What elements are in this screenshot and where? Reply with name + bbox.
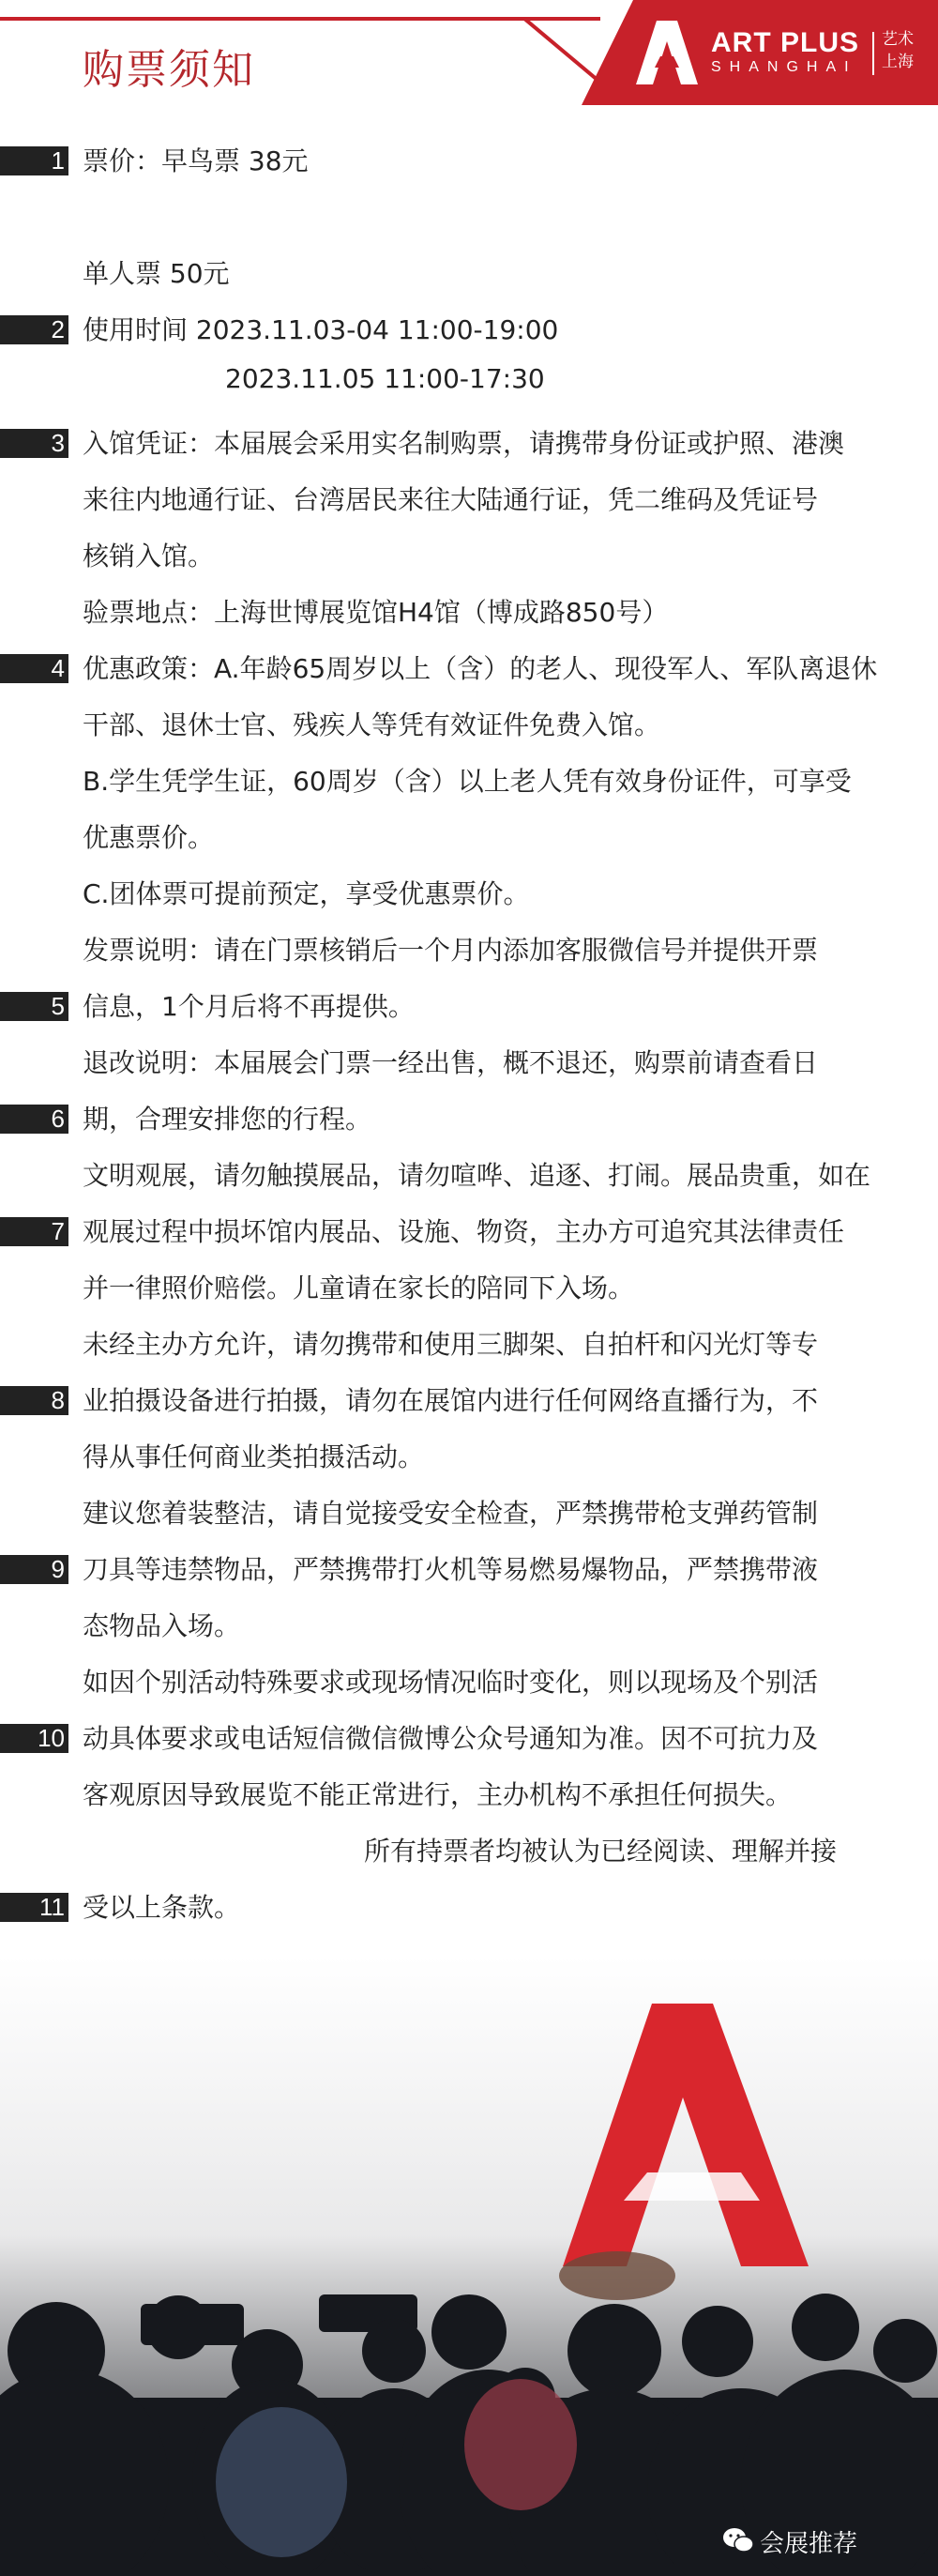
item-line: 验票地点：上海世博展览馆H4馆（博成路850号） bbox=[83, 597, 669, 628]
item-line: 发票说明：请在门票核销后一个月内添加客服微信号并提供开票 bbox=[83, 935, 819, 966]
item-line: 来往内地通行证、台湾居民来往大陆通行证，凭二维码及凭证号 bbox=[83, 484, 819, 515]
item-number: 9 bbox=[0, 1555, 68, 1584]
event-photo bbox=[0, 1957, 938, 2576]
item-line: 2023.11.05 11:00-17:30 bbox=[225, 363, 545, 394]
item-number: 4 bbox=[0, 654, 68, 683]
item-line: 文明观展，请勿触摸展品，请勿喧哗、追逐、打闹。展品贵重，如在 bbox=[83, 1160, 871, 1191]
item-line: 未经主办方允许，请勿携带和使用三脚架、自拍杆和闪光灯等专 bbox=[83, 1329, 819, 1360]
item-line: 客观原因导致展览不能正常进行，主办机构不承担任何损失。 bbox=[83, 1779, 793, 1810]
item-number: 1 bbox=[0, 146, 68, 175]
logo-main-text: ART PLUS bbox=[711, 27, 859, 58]
art-plus-logo-icon bbox=[636, 21, 698, 84]
item-line: 单人票 50元 bbox=[83, 258, 230, 289]
item-line: 业拍摄设备进行拍摄，请勿在展馆内进行任何网络直播行为，不 bbox=[83, 1385, 819, 1416]
crowd-photo-illustration bbox=[0, 1957, 938, 2576]
logo-cn-line-2: 上海 bbox=[882, 53, 914, 71]
logo-sub-text: SHANGHAI bbox=[711, 59, 857, 75]
item-line: 入馆凭证：本届展会采用实名制购票，请携带身份证或护照、港澳 bbox=[83, 428, 845, 459]
page-title: 购票须知 bbox=[83, 46, 255, 94]
item-line: 核销入馆。 bbox=[83, 541, 215, 572]
logo-text bbox=[711, 28, 859, 77]
item-number: 5 bbox=[0, 992, 68, 1021]
watermark-text: 会展推荐 bbox=[760, 2530, 858, 2558]
item-line: C.团体票可提前预定，享受优惠票价。 bbox=[83, 878, 530, 909]
item-line: 所有持票者均被认为已经阅读、理解并接 bbox=[364, 1836, 838, 1867]
wechat-icon bbox=[722, 2526, 754, 2554]
logo-cn-line-1: 艺术 bbox=[882, 30, 914, 49]
item-line: 得从事任何商业类拍摄活动。 bbox=[83, 1441, 425, 1472]
item-line: 干部、退休士官、残疾人等凭有效证件免费入馆。 bbox=[83, 709, 661, 740]
item-number: 8 bbox=[0, 1386, 68, 1415]
page-header bbox=[0, 0, 938, 105]
item-number: 2 bbox=[0, 315, 68, 344]
item-line: 优惠政策：A.年龄65周岁以上（含）的老人、现役军人、军队离退休 bbox=[83, 653, 878, 684]
header-rule bbox=[0, 17, 600, 21]
item-line: B.学生凭学生证，60周岁（含）以上老人凭有效身份证件，可享受 bbox=[83, 766, 852, 797]
item-line: 动具体要求或电话短信微信微博公众号通知为准。因不可抗力及 bbox=[83, 1723, 819, 1754]
item-line: 使用时间 2023.11.03-04 11:00-19:00 bbox=[83, 314, 559, 345]
item-number: 7 bbox=[0, 1217, 68, 1246]
item-line: 退改说明：本届展会门票一经出售，概不退还，购票前请查看日 bbox=[83, 1047, 819, 1078]
logo-separator bbox=[872, 32, 874, 75]
item-line: 优惠票价。 bbox=[83, 822, 215, 853]
item-line: 观展过程中损坏馆内展品、设施、物资，主办方可追究其法律责任 bbox=[83, 1216, 845, 1247]
item-line: 受以上条款。 bbox=[83, 1892, 241, 1923]
item-line: 并一律照价赔偿。儿童请在家长的陪同下入场。 bbox=[83, 1273, 635, 1303]
item-line: 信息，1个月后将不再提供。 bbox=[83, 991, 415, 1022]
item-number: 10 bbox=[0, 1724, 68, 1753]
logo-chinese bbox=[882, 28, 914, 73]
item-line: 态物品入场。 bbox=[83, 1610, 241, 1641]
item-line: 票价：早鸟票 38元 bbox=[83, 145, 309, 176]
item-line: 如因个别活动特殊要求或现场情况临时变化，则以现场及个别活 bbox=[83, 1667, 819, 1698]
item-number: 11 bbox=[0, 1893, 68, 1922]
item-number: 6 bbox=[0, 1105, 68, 1134]
item-number: 3 bbox=[0, 429, 68, 458]
item-line: 建议您着装整洁，请自觉接受安全检查，严禁携带枪支弹药管制 bbox=[83, 1498, 819, 1529]
item-line: 刀具等违禁物品，严禁携带打火机等易燃易爆物品，严禁携带液 bbox=[83, 1554, 819, 1585]
item-line: 期，合理安排您的行程。 bbox=[83, 1104, 372, 1135]
